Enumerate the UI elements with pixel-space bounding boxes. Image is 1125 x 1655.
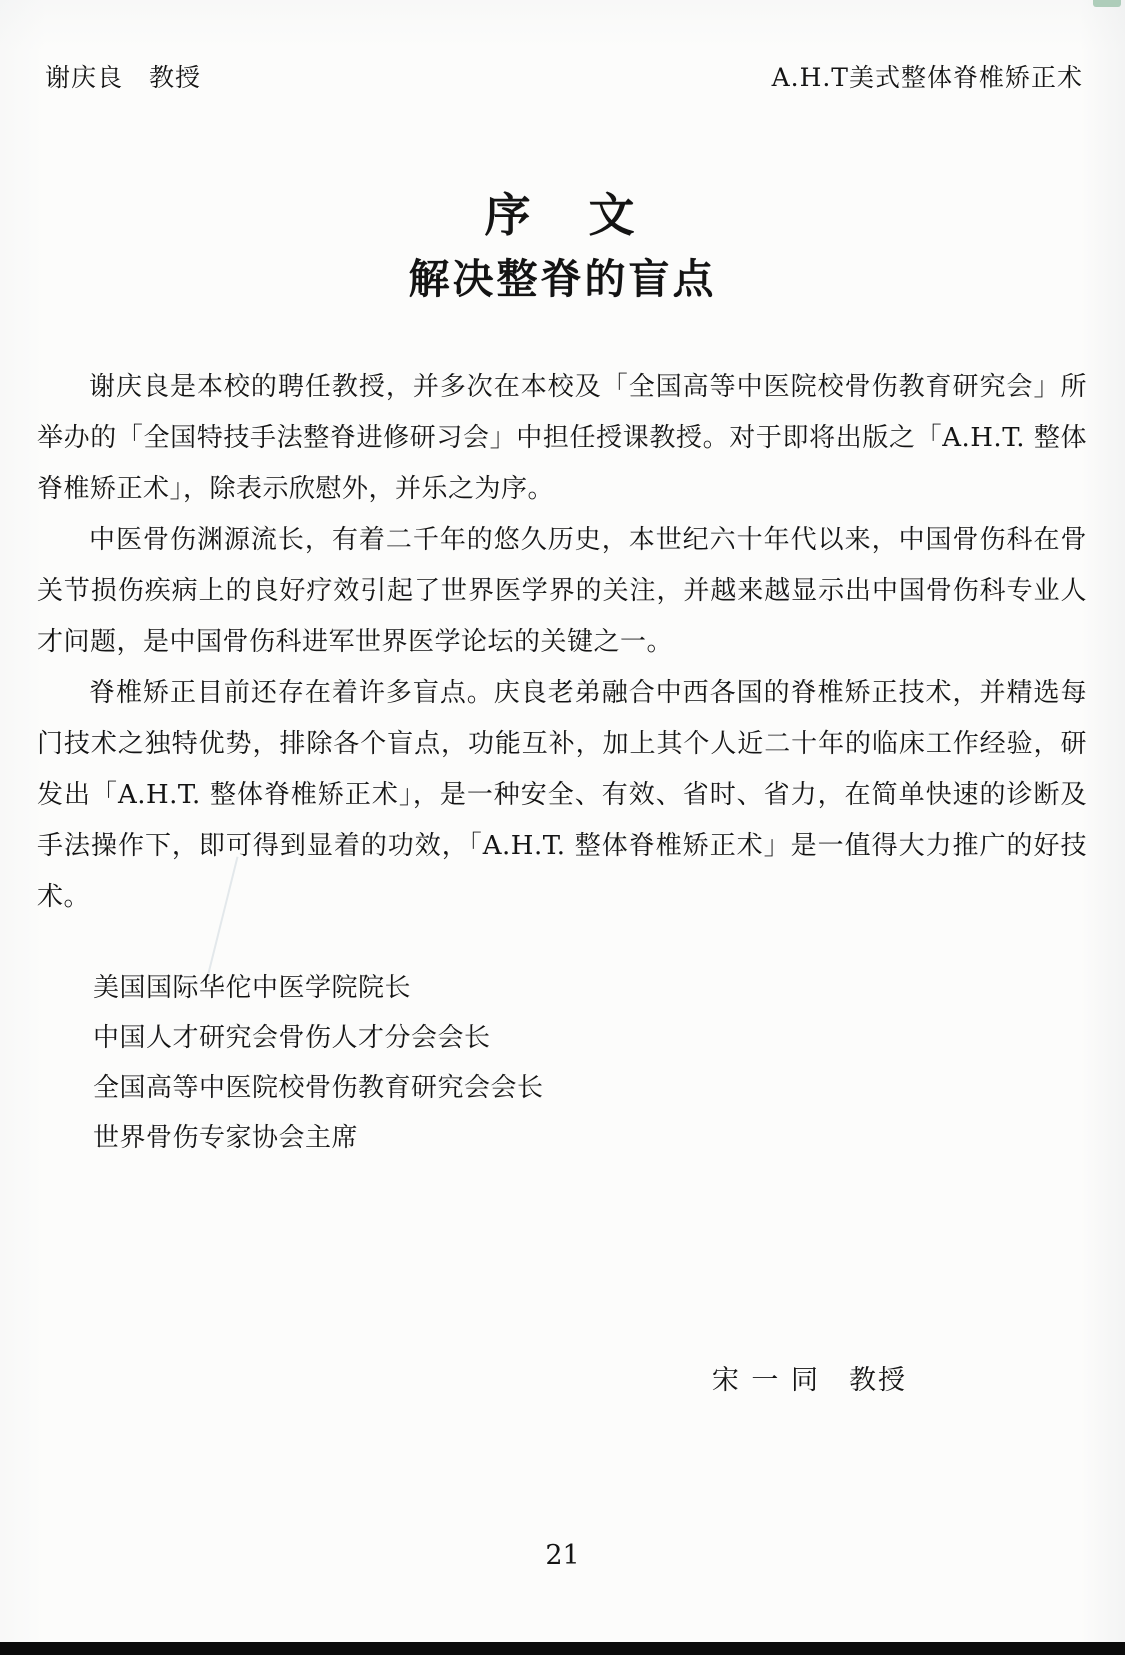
running-head-book-title: A.H.T美式整体脊椎矫正术 xyxy=(771,63,1083,92)
credential-line: 美国国际华佗中医学院院长 xyxy=(93,973,412,1003)
scan-corner-artifact xyxy=(1093,0,1121,7)
credential-line: 世界骨伤专家协会主席 xyxy=(93,1123,359,1153)
title-block xyxy=(0,190,1125,302)
credential-line: 中国人才研究会骨伤人才分会会长 xyxy=(93,1023,491,1053)
signature: 宋 一 同 教授 xyxy=(711,1365,907,1396)
credential-line: 全国高等中医院校骨伤教育研究会会长 xyxy=(93,1073,544,1103)
running-head xyxy=(45,58,1083,94)
body-text xyxy=(37,362,1087,1163)
page-number: 21 xyxy=(545,1540,580,1571)
page-title: 序 文 xyxy=(484,188,641,242)
scan-edge-bottom xyxy=(0,1642,1125,1655)
credentials-list xyxy=(37,963,1087,1163)
paragraph-1: 谢庆良是本校的聘任教授，并多次在本校及「全国高等中医院校骨伤教育研究会」所举办的「全国特技手法整脊进修研习会」中担任授课教授。对于即将出版之「A.H.T. 整体脊椎矫正术」，除表示欣慰外，并乐之为序。 xyxy=(37,372,1087,504)
running-head-author: 谢庆良 教授 xyxy=(45,63,202,92)
paragraph-2: 中医骨伤渊源流长，有着二千年的悠久历史，本世纪六十年代以来，中国骨伤科在骨关节损伤疾病上的良好疗效引起了世界医学界的关注，并越来越显示出中国骨伤科专业人才问题，是中国骨伤科进军世界医学论坛的关键之一。 xyxy=(37,525,1087,657)
paragraph-3: 脊椎矫正目前还存在着许多盲点。庆良老弟融合中西各国的脊椎矫正技术，并精选每门技术之独特优势，排除各个盲点，功能互补，加上其个人近二十年的临床工作经验，研发出「A.H.T. 整体脊椎矫正术」，是一种安全、有效、省时、省力，在简单快速的诊断及手法操作下，即可得到显着的功效，「A.H.T. 整体脊椎矫正术」是一值得大力推广的好技术。 xyxy=(37,678,1087,912)
page-subtitle: 解决整脊的盲点 xyxy=(408,254,717,303)
